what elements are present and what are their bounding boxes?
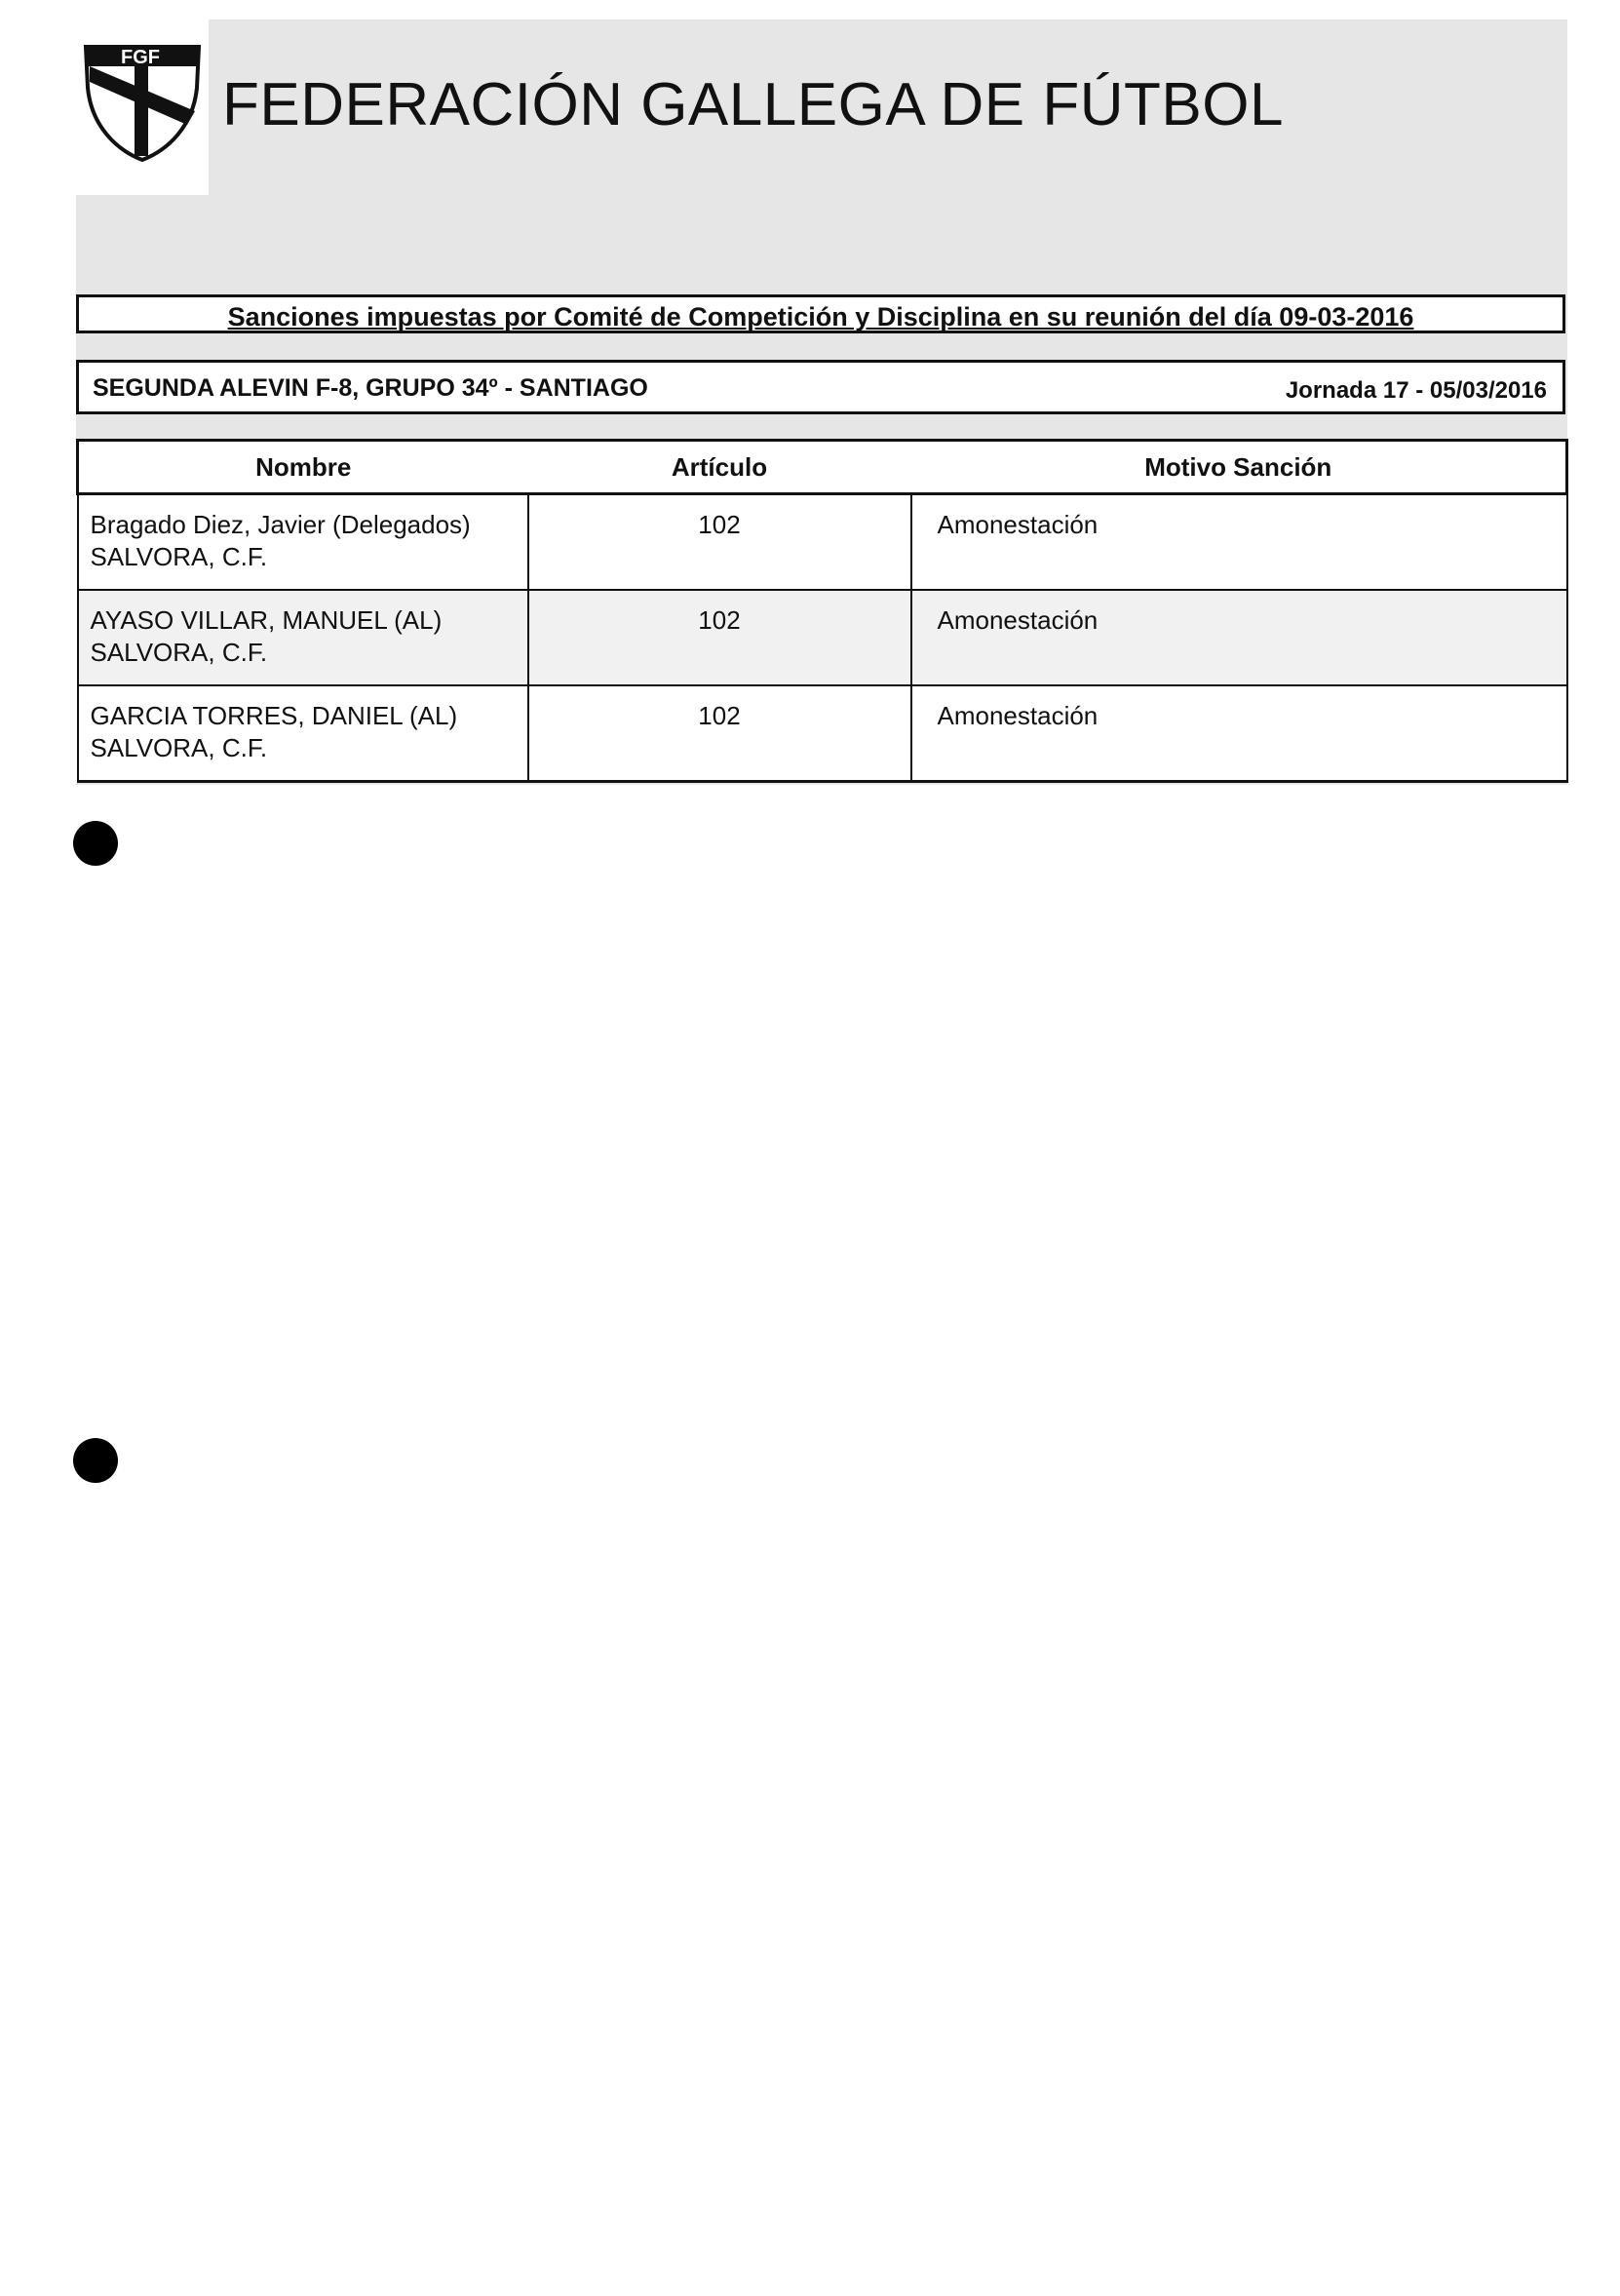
name-cell bbox=[78, 590, 528, 685]
article-cell: 102 bbox=[528, 685, 911, 782]
club-name: SALVORA, C.F. bbox=[90, 542, 268, 571]
table-header-row bbox=[78, 441, 1567, 494]
jornada-date: Jornada 17 - 05/03/2016 bbox=[1285, 377, 1547, 404]
column-header-nombre: Nombre bbox=[78, 441, 528, 494]
punch-hole bbox=[73, 821, 118, 866]
name-cell bbox=[78, 494, 528, 591]
federation-shield-logo bbox=[78, 37, 207, 164]
logo-lettering: FGF bbox=[121, 47, 160, 68]
competition-name: SEGUNDA ALEVIN F-8, GRUPO 34º - SANTIAGO bbox=[93, 374, 648, 402]
column-header-articulo: Artículo bbox=[528, 441, 911, 494]
person-name: GARCIA TORRES, DANIEL (AL) bbox=[90, 701, 458, 730]
sanction-reason-cell: Amonestación bbox=[911, 494, 1567, 591]
sanction-reason-cell: Amonestación bbox=[911, 590, 1567, 685]
name-cell bbox=[78, 685, 528, 782]
club-name: SALVORA, C.F. bbox=[90, 733, 268, 762]
club-name: SALVORA, C.F. bbox=[90, 638, 268, 667]
table-row bbox=[78, 590, 1567, 685]
table-row bbox=[78, 494, 1567, 591]
column-header-motivo: Motivo Sanción bbox=[911, 441, 1567, 494]
punch-hole bbox=[73, 1438, 118, 1483]
table-row bbox=[78, 685, 1567, 782]
session-banner bbox=[76, 294, 1565, 333]
article-cell: 102 bbox=[528, 590, 911, 685]
article-cell: 102 bbox=[528, 494, 911, 591]
competition-banner bbox=[76, 360, 1565, 414]
sanction-reason-cell: Amonestación bbox=[911, 685, 1567, 782]
sanctions-table bbox=[76, 439, 1568, 783]
organization-title: FEDERACIÓN GALLEGA DE FÚTBOL bbox=[222, 71, 1284, 138]
person-name: Bragado Diez, Javier (Delegados) bbox=[90, 510, 471, 539]
session-title: Sanciones impuestas por Comité de Competición y Disciplina en su reunión del día 09-03-2016 bbox=[227, 302, 1414, 331]
person-name: AYASO VILLAR, MANUEL (AL) bbox=[90, 605, 443, 635]
